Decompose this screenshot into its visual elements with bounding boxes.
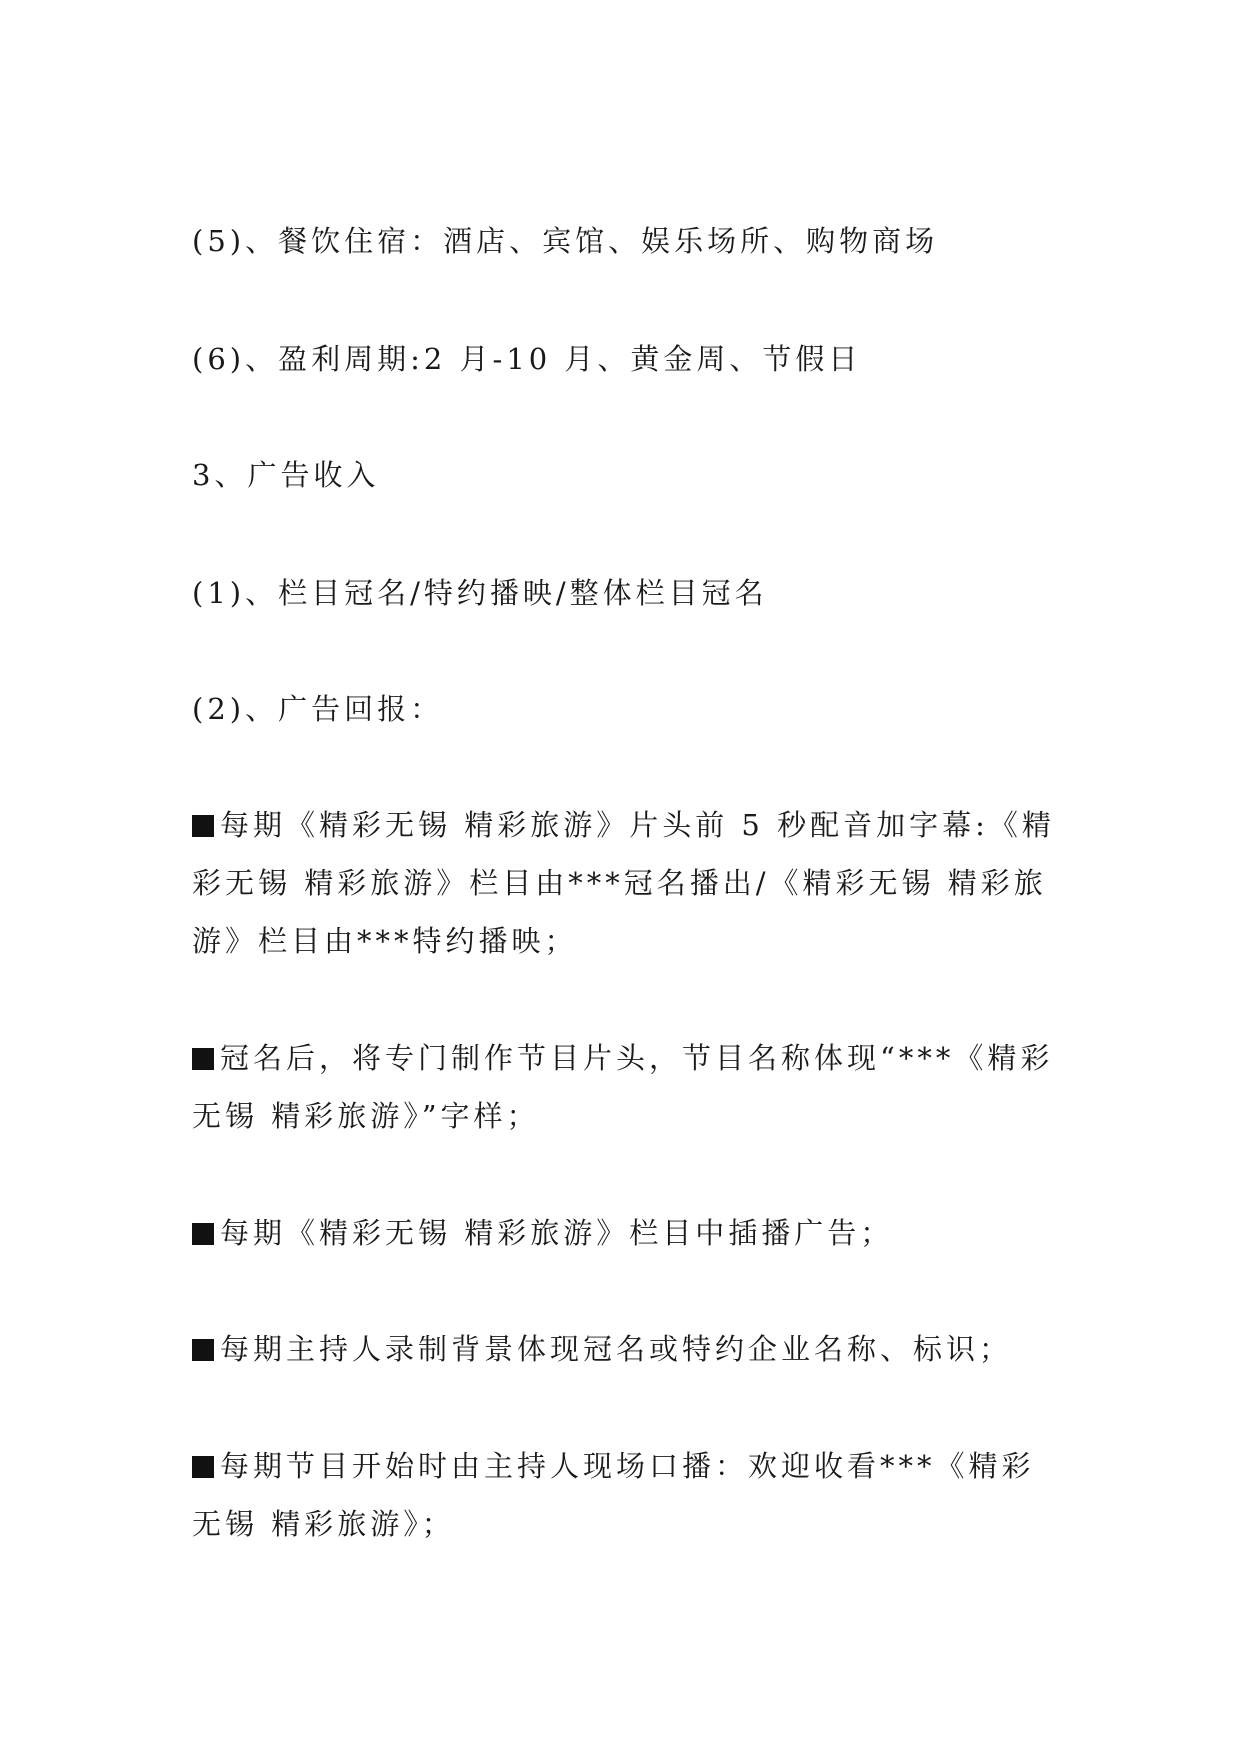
square-bullet-icon [192, 815, 214, 837]
paragraph-text: (5)、餐饮住宿：酒店、宾馆、娱乐场所、购物商场 [192, 224, 939, 258]
bullet-text: 每期《精彩无锡 精彩旅游》栏目中插播广告； [220, 1216, 894, 1250]
square-bullet-icon [192, 1339, 214, 1361]
heading-text: 3、广告收入 [192, 458, 380, 492]
bullet-text: 每期《精彩无锡 精彩旅游》片头前 5 秒配音加字幕:《精彩无锡 精彩旅游》栏目由***冠名播出/《精彩无锡 精彩旅游》栏目由***特约播映； [192, 808, 1055, 958]
paragraph-sponsorship [192, 564, 1062, 622]
bullet-text: 冠名后，将专门制作节目片头，节目名称体现“***《精彩无锡 精彩旅游》”字样； [192, 1041, 1054, 1133]
bullet-item-custom-opening [192, 1029, 1062, 1145]
bullet-item-opening-credits [192, 796, 1062, 970]
paragraph-text: (1)、栏目冠名/特约播映/整体栏目冠名 [192, 576, 768, 610]
square-bullet-icon [192, 1048, 214, 1070]
bullet-text: 每期主持人录制背景体现冠名或特约企业名称、标识； [220, 1332, 1013, 1366]
bullet-text: 每期节目开始时由主持人现场口播：欢迎收看***《精彩无锡 精彩旅游》； [192, 1449, 1035, 1541]
paragraph-text: (6)、盈利周期:2 月-10 月、黄金周、节假日 [192, 342, 862, 376]
paragraph-dining-lodging [192, 212, 1062, 270]
bullet-item-inserted-ads [192, 1204, 1062, 1262]
square-bullet-icon [192, 1456, 214, 1478]
section-heading-ad-revenue [192, 446, 1062, 504]
paragraph-profit-cycle [192, 330, 1062, 388]
square-bullet-icon [192, 1223, 214, 1245]
paragraph-text: (2)、广告回报： [192, 692, 444, 726]
bullet-item-host-announcement [192, 1437, 1062, 1553]
paragraph-ad-returns [192, 680, 1062, 738]
bullet-item-host-background [192, 1320, 1062, 1378]
